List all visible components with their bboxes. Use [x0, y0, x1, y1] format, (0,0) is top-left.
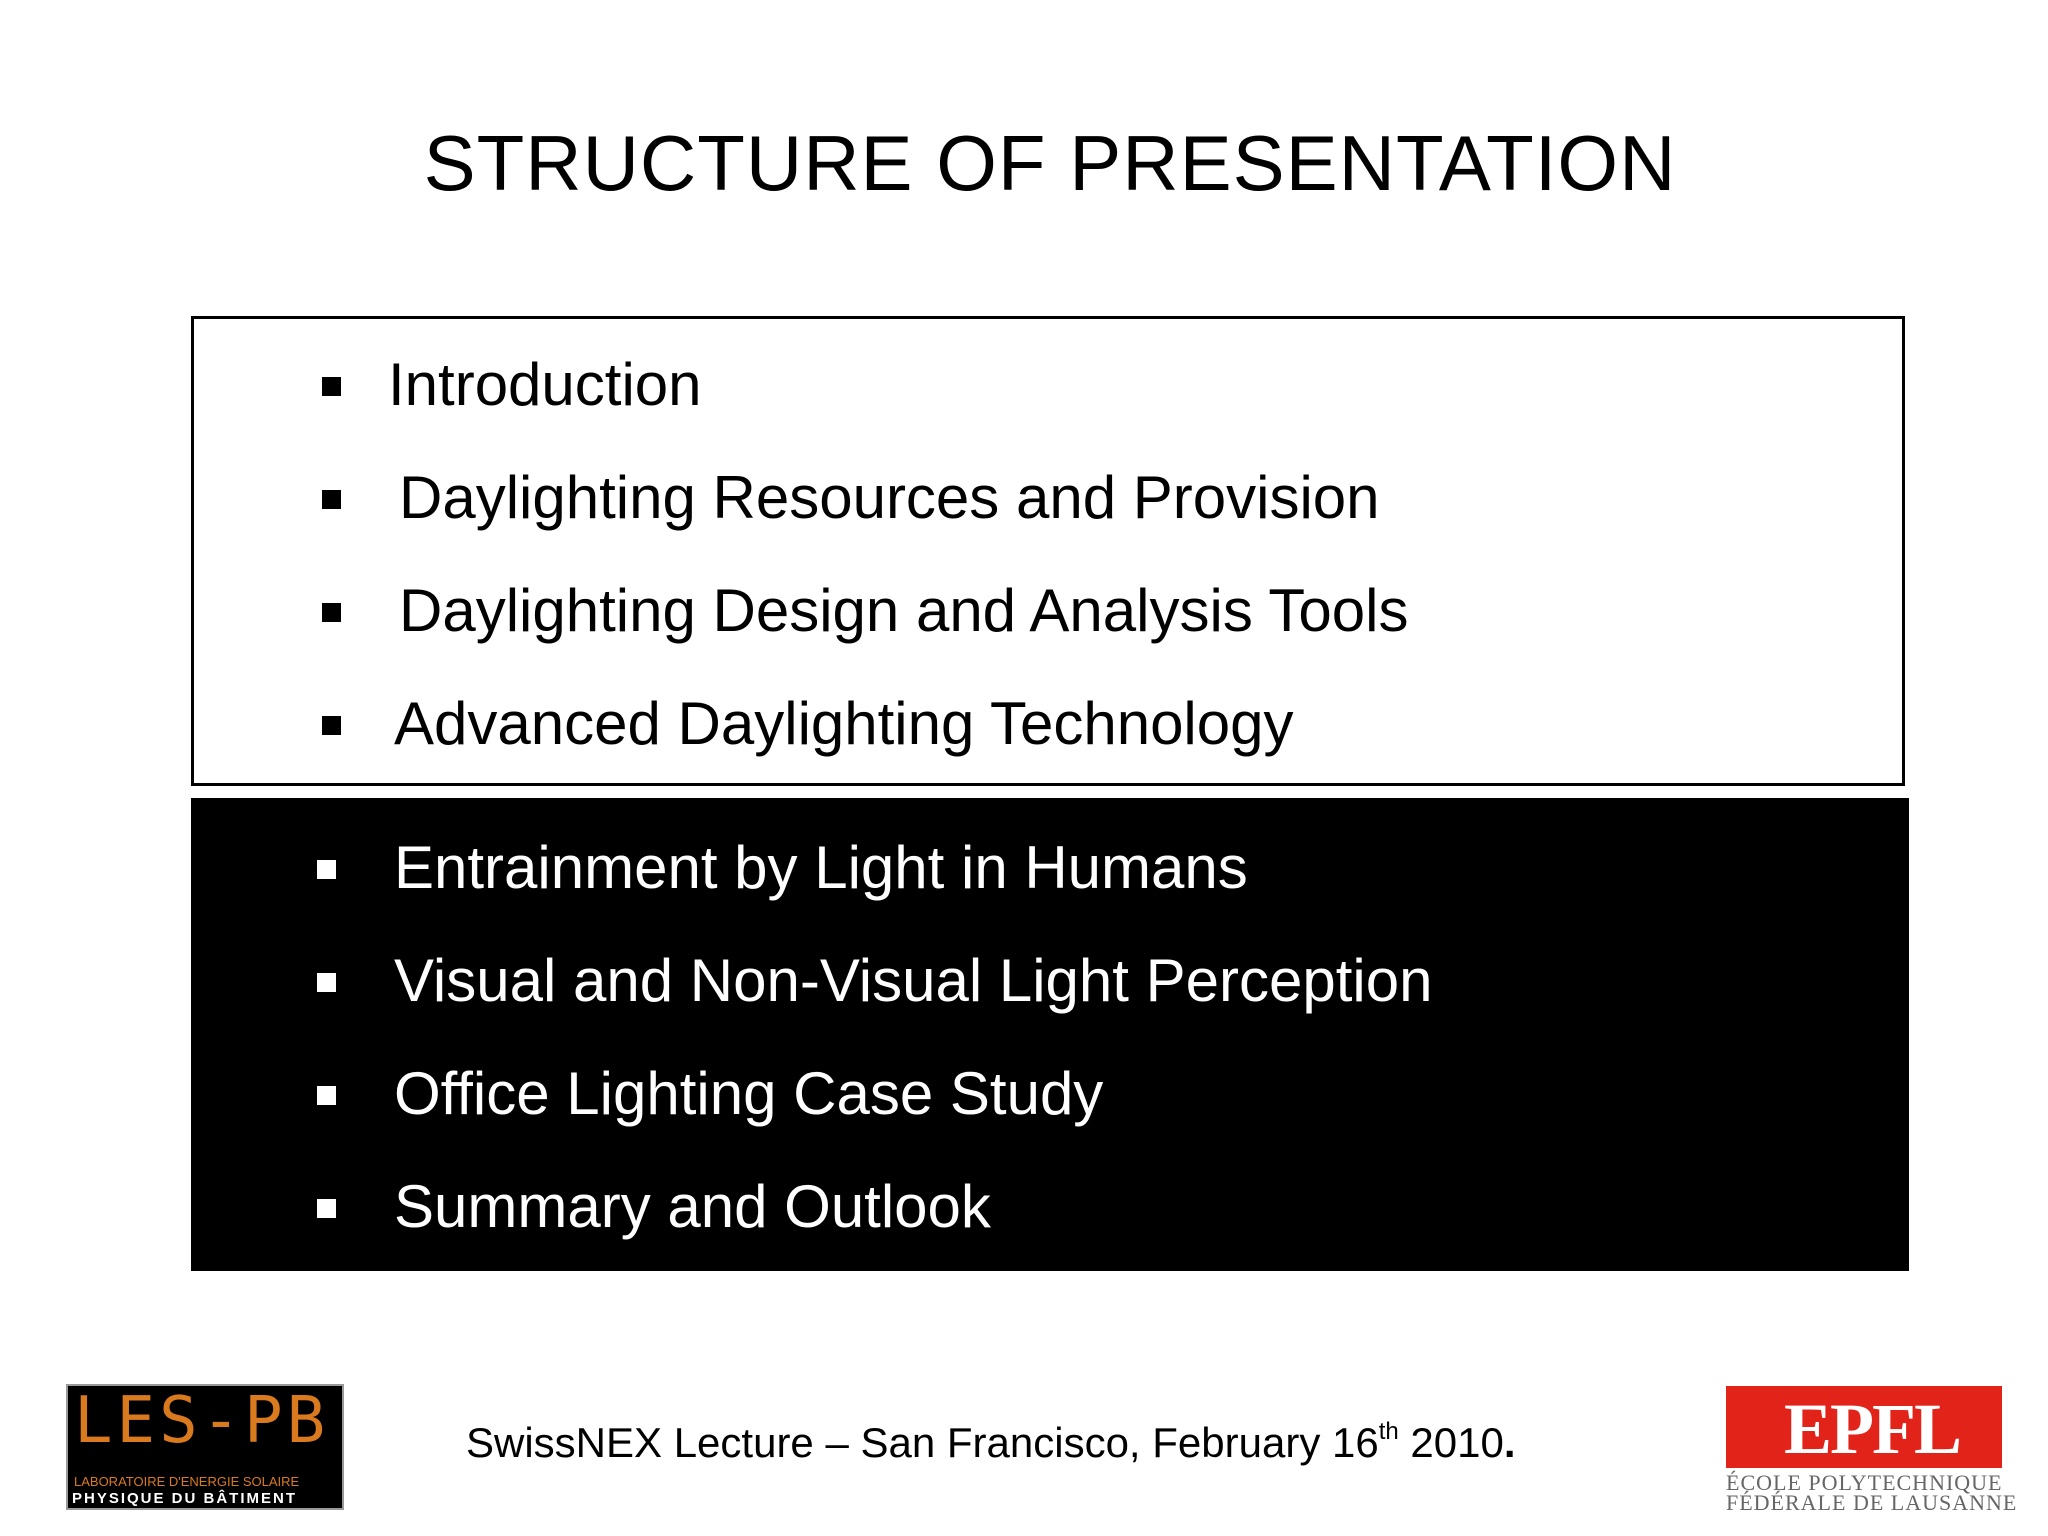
footer-caption	[466, 1418, 1516, 1467]
section-two-box	[191, 798, 1909, 1271]
list-item-label: Entrainment by Light in Humans	[394, 834, 1248, 901]
footer-superscript: th	[1378, 1418, 1399, 1445]
epfl-logo-line2: FÉDÉRALE DE LAUSANNE	[1726, 1490, 2018, 1515]
epfl-logo-mark: EPFL	[1784, 1389, 1961, 1469]
slide-title: STRUCTURE OF PRESENTATION	[423, 119, 1677, 207]
square-bullet-icon	[322, 490, 341, 509]
list-item-label: Summary and Outlook	[394, 1173, 991, 1240]
footer-text-main: SwissNEX Lecture – San Francisco, February 16	[466, 1419, 1379, 1466]
epfl-logo	[1726, 1386, 2018, 1515]
footer-period: .	[1503, 1419, 1516, 1466]
list-item	[194, 571, 1794, 651]
square-bullet-icon	[322, 716, 341, 735]
square-bullet-icon	[322, 377, 341, 396]
epfl-logo-line1: ÉCOLE POLYTECHNIQUE	[1726, 1470, 2003, 1495]
square-bullet-icon	[317, 860, 336, 879]
leso-pb-logo-line1: LABORATOIRE D'ENERGIE SOLAIRE	[74, 1474, 300, 1489]
list-item-label: Introduction	[388, 351, 702, 418]
list-item-label: Daylighting Design and Analysis Tools	[399, 577, 1409, 644]
list-item-label: Daylighting Resources and Provision	[399, 464, 1380, 531]
leso-pb-logo-mark: LES-PB	[74, 1384, 330, 1458]
list-item-label: Visual and Non-Visual Light Perception	[394, 947, 1433, 1014]
list-item	[194, 345, 1794, 425]
square-bullet-icon	[317, 973, 336, 992]
list-item	[194, 458, 1794, 538]
square-bullet-icon	[317, 1199, 336, 1218]
list-item	[191, 828, 1791, 908]
leso-pb-logo-line2: PHYSIQUE DU BÂTIMENT	[72, 1490, 298, 1507]
list-item	[194, 684, 1794, 764]
list-item-label: Advanced Daylighting Technology	[394, 690, 1294, 757]
list-item-label: Office Lighting Case Study	[394, 1060, 1104, 1127]
footer-year: 2010	[1398, 1419, 1504, 1466]
section-one-box	[191, 316, 1905, 786]
leso-pb-logo	[66, 1384, 344, 1510]
list-item	[191, 941, 1791, 1021]
list-item	[191, 1054, 1791, 1134]
square-bullet-icon	[322, 603, 341, 622]
square-bullet-icon	[317, 1086, 336, 1105]
list-item	[191, 1167, 1791, 1247]
